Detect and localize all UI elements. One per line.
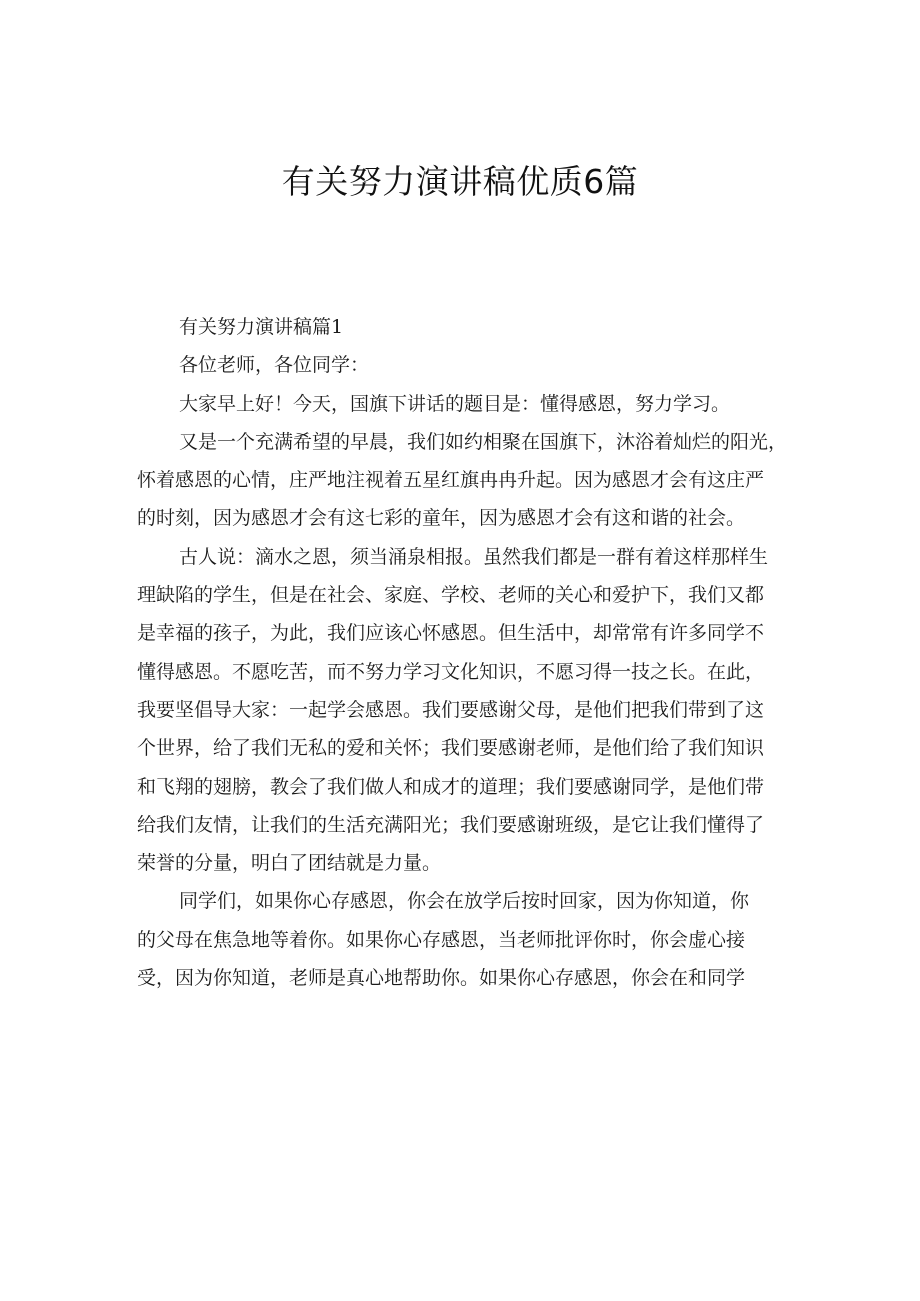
text-line: 的父母在焦急地等着你。如果你心存感恩，当老师批评你时，你会虚心接 xyxy=(137,928,746,951)
text-line: 懂得感恩。不愿吃苦，而不努力学习文化知识，不愿习得一技之长。在此， xyxy=(137,660,765,683)
text-line: 古人说：滴水之恩，须当涌泉相报。虽然我们都是一群有着这样那样生 xyxy=(179,545,769,568)
text-line: 是幸福的孩子，为此，我们应该心怀感恩。但生活中，却常常有许多同学不 xyxy=(137,622,765,645)
text-line: 荣誉的分量，明白了团结就是力量。 xyxy=(137,852,442,875)
text-line: 给我们友情，让我们的生活充满阳光；我们要感谢班级，是它让我们懂得了 xyxy=(137,813,765,836)
text-line: 理缺陷的学生，但是在社会、家庭、学校、老师的关心和爱护下，我们又都 xyxy=(137,584,765,607)
text-line: 的时刻，因为感恩才会有这七彩的童年，因为感恩才会有这和谐的社会。 xyxy=(137,507,746,530)
document-body xyxy=(137,308,799,997)
text-line: 同学们，如果你心存感恩，你会在放学后按时回家，因为你知道，你 xyxy=(179,890,750,913)
text-line: 怀着感恩的心情，庄严地注视着五星红旗冉冉升起。因为感恩才会有这庄严 xyxy=(137,469,765,492)
text-line: 又是一个充满希望的早晨，我们如约相聚在国旗下，沐浴着灿烂的阳光， xyxy=(179,430,788,453)
text-line: 各位老师，各位同学： xyxy=(179,354,370,377)
text-line: 我要坚倡导大家：一起学会感恩。我们要感谢父母，是他们把我们带到了这 xyxy=(137,698,765,721)
text-line: 大家早上好！今天，国旗下讲话的题目是：懂得感恩，努力学习。 xyxy=(179,392,731,415)
document-title: 有关努力演讲稿优质6篇 xyxy=(281,162,639,201)
text-line: 个世界，给了我们无私的爱和关怀；我们要感谢老师，是他们给了我们知识 xyxy=(137,737,765,760)
text-line: 受，因为你知道，老师是真心地帮助你。如果你心存感恩，你会在和同学 xyxy=(137,967,746,990)
text-line: 有关努力演讲稿篇1 xyxy=(179,316,344,338)
text-line: 和飞翔的翅膀，教会了我们做人和成才的道理；我们要感谢同学，是他们带 xyxy=(137,775,765,798)
